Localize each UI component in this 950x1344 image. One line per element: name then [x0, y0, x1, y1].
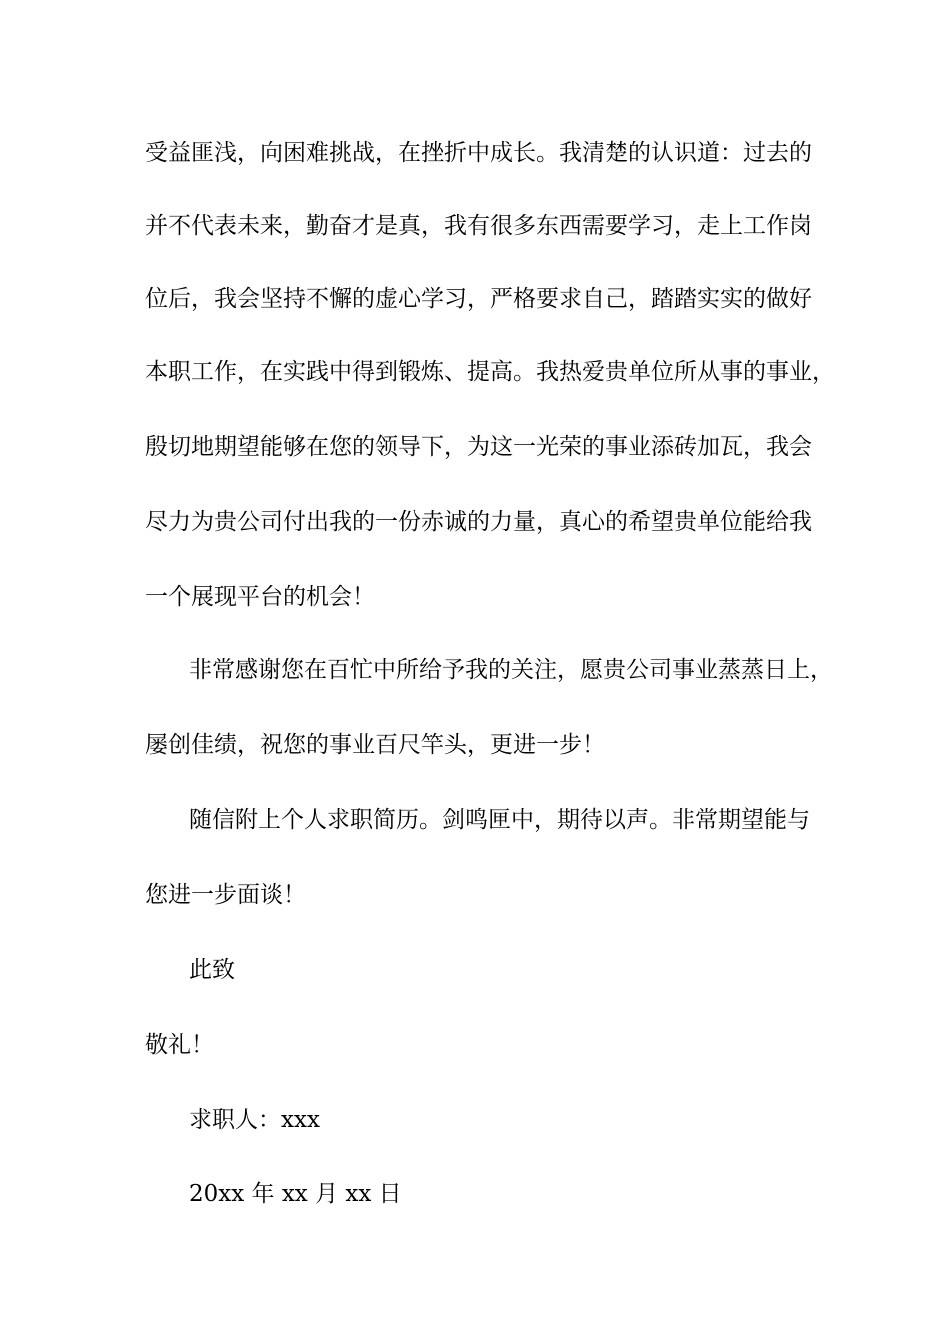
closing-cizhi: 此致 — [189, 957, 235, 983]
body-line-2: 并不代表未来，勤奋才是真，我有很多东西需要学习，走上工作岗 — [145, 213, 812, 239]
body-line-6: 尽力为贵公司付出我的一份赤诚的力量，真心的希望贵单位能给我 — [145, 509, 812, 535]
signature-applicant: 求职人：xxx — [189, 1107, 320, 1133]
body-line-4: 本职工作，在实践中得到锻炼、提高。我热爱贵单位所从事的事业， — [145, 359, 835, 385]
closing-jingli: 敬礼！ — [145, 1032, 214, 1058]
thanks-paragraph-line-2: 屡创佳绩，祝您的事业百尺竿头，更进一步！ — [145, 732, 605, 758]
body-line-5: 殷切地期望能够在您的领导下，为这一光荣的事业添砖加瓦，我会 — [145, 434, 812, 460]
body-line-3: 位后，我会坚持不懈的虚心学习，严格要求自己，踏踏实实的做好 — [145, 286, 812, 312]
resume-paragraph-line-1: 随信附上个人求职简历。剑鸣匣中，期待以声。非常期望能与 — [189, 807, 810, 833]
thanks-paragraph-line-1: 非常感谢您在百忙中所给予我的关注，愿贵公司事业蒸蒸日上， — [189, 657, 833, 683]
body-line-1: 受益匪浅，向困难挑战，在挫折中成长。我清楚的认识道：过去的 — [145, 140, 812, 166]
body-line-7: 一个展现平台的机会！ — [145, 584, 375, 610]
signature-date: 20xx 年 xx 月 xx 日 — [189, 1181, 402, 1207]
resume-paragraph-line-2: 您进一步面谈！ — [145, 882, 306, 908]
